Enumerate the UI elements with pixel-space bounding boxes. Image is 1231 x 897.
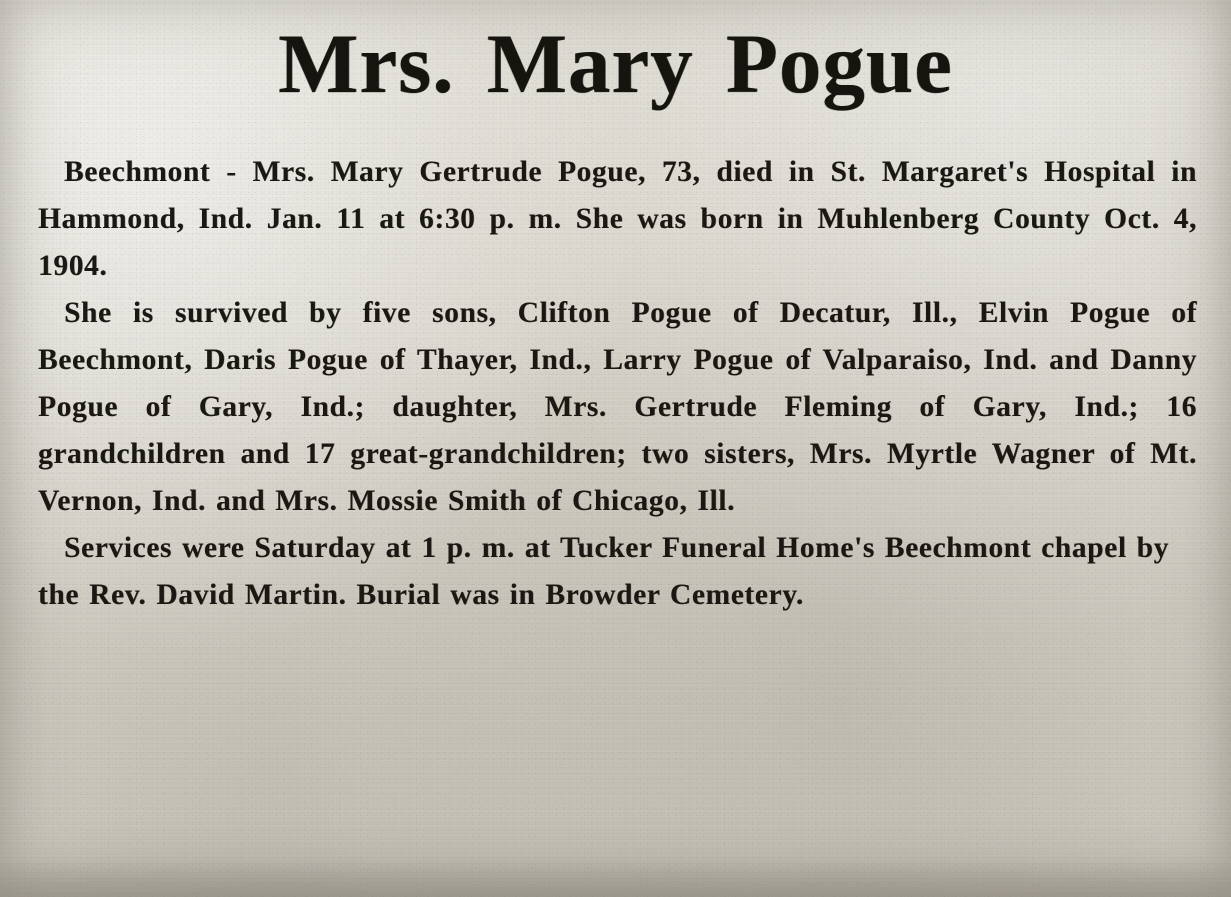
obituary-body <box>0 107 1231 619</box>
paragraph-death-notice: Beechmont - Mrs. Mary Gertrude Pogue, 73, died in St. Margaret's Hospital in Hammond, Ind. Jan. 11 at 6:30 p. m. She was born in Muhlenberg County Oct. 4, 1904. <box>38 156 1197 282</box>
paragraph-services: Services were Saturday at 1 p. m. at Tucker Funeral Home's Beechmont chapel by the Rev. David Martin. Burial was in Browder Cemetery. <box>38 532 1169 611</box>
paragraph-survivors: She is survived by five sons, Clifton Pogue of Decatur, Ill., Elvin Pogue of Beechmont, Daris Pogue of Thayer, Ind., Larry Pogue of Valparaiso, Ind. and Danny Pogue of Gary, Ind.; daughter, Mrs. Gertrude Fleming of Gary, Ind.; 16 grandchildren and 17 great-grandchildren; two sisters, Mrs. Myrtle Wagner of Mt. Vernon, Ind. and Mrs. Mossie Smith of Chicago, Ill. <box>38 297 1197 517</box>
page-title: Mrs. Mary Pogue <box>278 17 953 111</box>
paper-bottom-edge <box>0 859 1231 897</box>
